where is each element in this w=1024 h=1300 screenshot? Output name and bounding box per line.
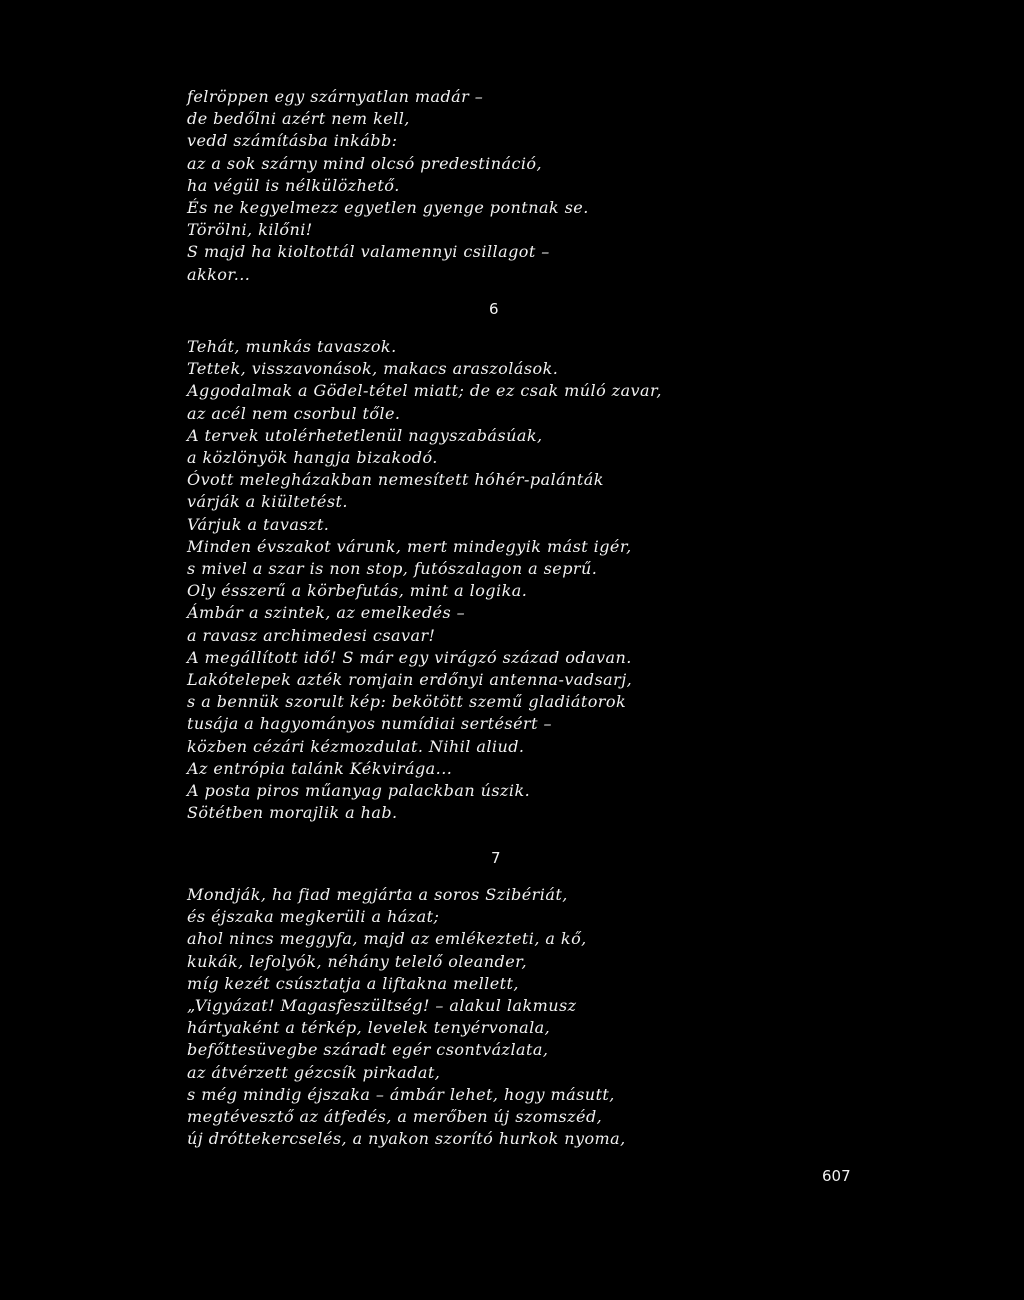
poem-line: s még mindig éjszaka – ámbár lehet, hogy másutt, — [187, 1084, 615, 1104]
poem-line: „Vigyázat! Magasfeszültség! – alakul lakmusz — [187, 996, 577, 1016]
poem-line: Tettek, visszavonások, makacs araszolások. — [187, 359, 559, 379]
poem-line: Minden évszakot várunk, mert mindegyik mást igér, — [187, 536, 632, 556]
poem-line: s mivel a szar is non stop, futószalagon a seprű. — [187, 559, 598, 579]
poem-line: A posta piros műanyag palackban úszik. — [187, 781, 531, 801]
poem-line: vedd számításba inkább: — [187, 131, 398, 151]
poem-line: ha végül is nélkülözhető. — [187, 175, 400, 195]
poem-line: az átvérzett gézcsík pirkadat, — [187, 1062, 441, 1082]
poem-line: Várjuk a tavaszt. — [187, 514, 330, 534]
poem-line: Törölni, kilőni! — [187, 220, 313, 240]
section-number-6: 6 — [489, 300, 499, 318]
poem-line: tusája a hagyományos numídiai sertésért – — [187, 714, 552, 734]
stanza-section-7 — [187, 884, 787, 1150]
poem-line: felröppen egy szárnyatlan madár – — [187, 87, 484, 106]
poem-line: A tervek utolérhetetlenül nagyszabásúak, — [187, 425, 543, 445]
poem-line: Tehát, munkás tavaszok. — [187, 337, 397, 356]
stanza-continued — [187, 86, 787, 286]
stanza-section-6 — [187, 336, 787, 824]
poem-line: Az entrópia talánk Kékvirága... — [187, 758, 453, 778]
poem-line: Ámbár a szintek, az emelkedés – — [187, 603, 466, 623]
poem-line: befőttesüvegbe száradt egér csontvázlata, — [187, 1040, 549, 1060]
poem-line: megtévesztő az átfedés, a merőben új szomszéd, — [187, 1107, 603, 1127]
poem-line: És ne kegyelmezz egyetlen gyenge pontnak se. — [187, 198, 589, 218]
poem-line: ahol nincs meggyfa, majd az emlékezteti, a kő, — [187, 929, 587, 949]
section-number-7: 7 — [491, 849, 501, 867]
poem-line: új dróttekercselés, a nyakon szorító hurkok nyoma, — [187, 1129, 626, 1149]
poem-line: S majd ha kioltottál valamennyi csillagot – — [187, 242, 550, 262]
poem-line: közben cézári kézmozdulat. Nihil aliud. — [187, 736, 525, 756]
poem-line: s a bennük szorult kép: bekötött szemű gladiátorok — [187, 692, 627, 712]
poem-line: akkor... — [187, 264, 251, 284]
poem-line: a közlönyök hangja bizakodó. — [187, 448, 438, 468]
poem-line: az a sok szárny mind olcsó predestináció, — [187, 153, 543, 173]
poem-line: Óvott melegházakban nemesített hóhér-palánták — [187, 470, 604, 490]
poem-line: Sötétben morajlik a hab. — [187, 803, 398, 823]
page-number: 607 — [822, 1167, 851, 1185]
poem-line: Lakótelepek azték romjain erdőnyi antenna-vadsarj, — [187, 670, 633, 690]
poem-line: Mondják, ha fiad megjárta a soros Szibériát, — [187, 885, 568, 904]
poem-line: a ravasz archimedesi csavar! — [187, 625, 436, 645]
poem-line: Oly ésszerű a körbefutás, mint a logika. — [187, 581, 528, 601]
poem-line: hártyaként a térkép, levelek tenyérvonala, — [187, 1018, 551, 1038]
poem-line: az acél nem csorbul tőle. — [187, 403, 401, 423]
poem-line: várják a kiültetést. — [187, 492, 348, 512]
poem-line: de bedőlni azért nem kell, — [187, 109, 410, 129]
poem-line: Aggodalmak a Gödel-tétel miatt; de ez csak múló zavar, — [187, 381, 662, 401]
poem-line: míg kezét csúsztatja a liftakna mellett, — [187, 973, 519, 993]
poem-line: kukák, lefolyók, néhány telelő oleander, — [187, 951, 528, 971]
poem-line: és éjszaka megkerüli a házat; — [187, 907, 440, 927]
poem-line: A megállított idő! S már egy virágzó század odavan. — [187, 647, 632, 667]
